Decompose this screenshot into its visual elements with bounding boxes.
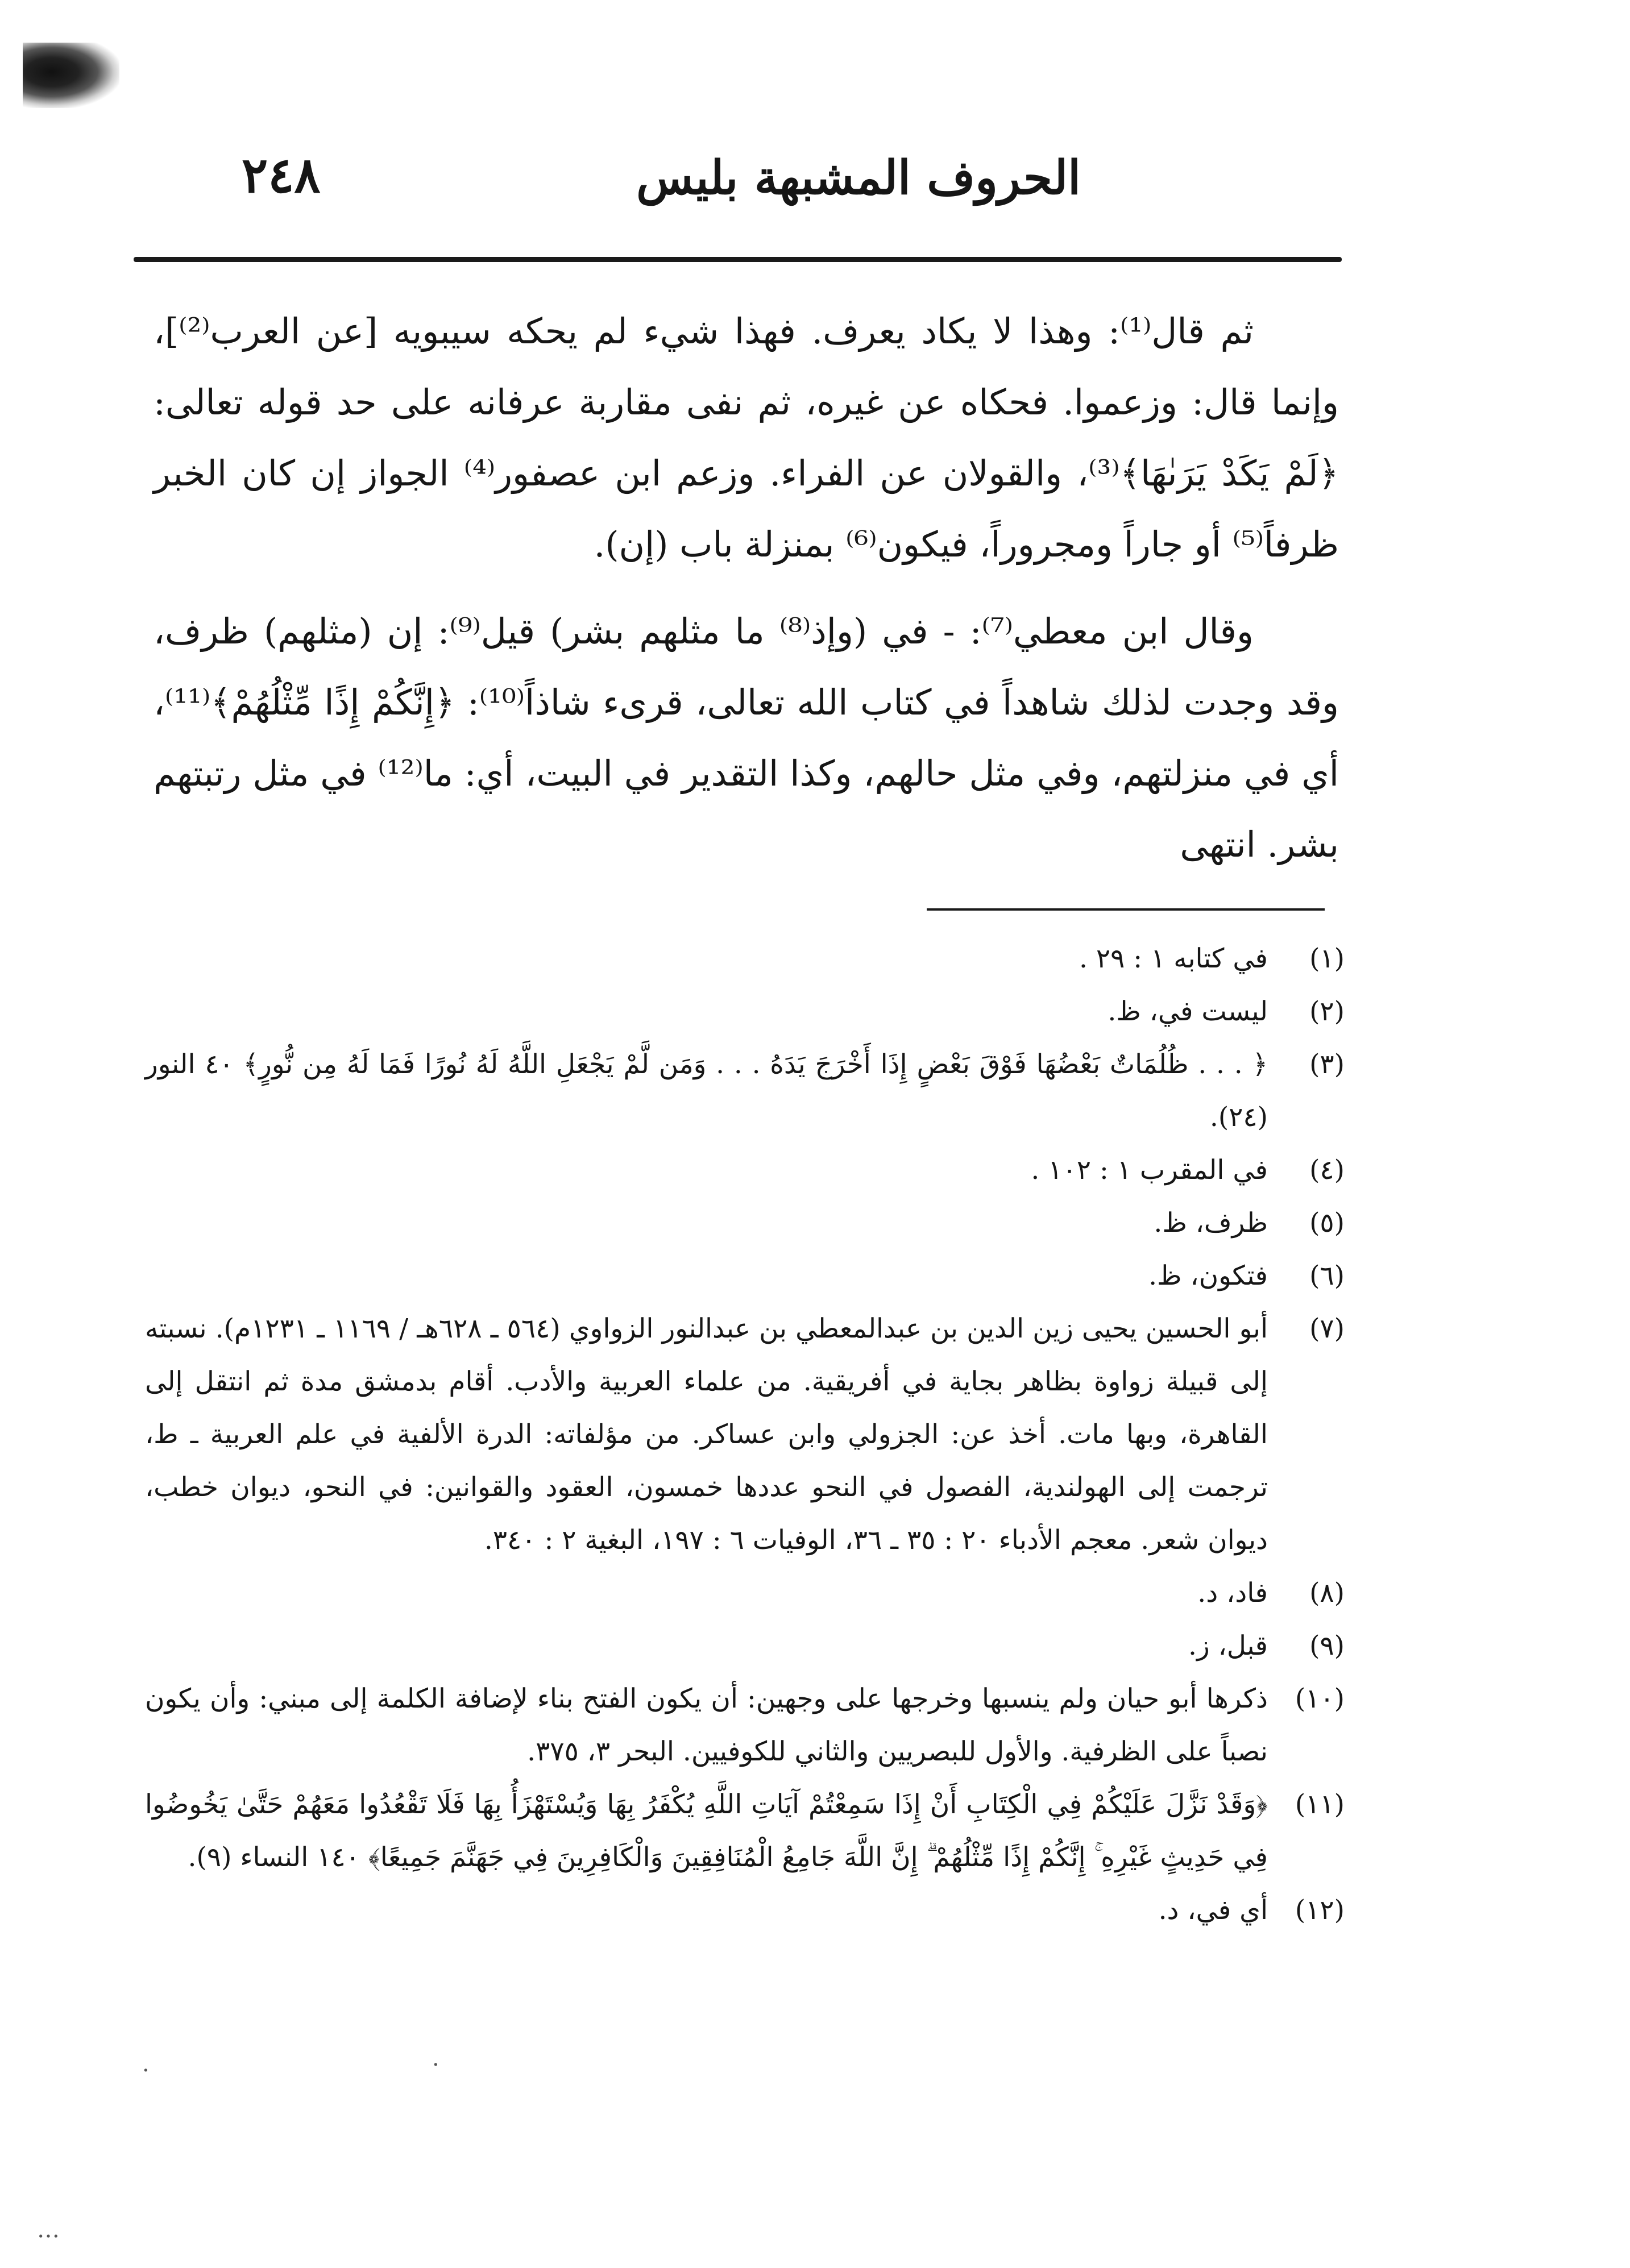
footnote-number: (٣) (1309, 1049, 1345, 1080)
footnote (145, 1197, 1345, 1249)
footnote (145, 1778, 1345, 1884)
scan-speck: · (142, 2058, 150, 2084)
running-title: الحروف المشبهة بليس (636, 151, 1081, 205)
body-paragraph-2: وقال ابن معطي⁽⁷⁾: - في (وإذ⁽⁸⁾ ما مثلهم بشر) قيل⁽⁹⁾: إن (مثلهم) ظرف، وقد وجدت لذلك شاهداً في كتاب الله تعالى، قرىء شاذاً⁽¹⁰⁾: ﴿إِنَّكُمْ إِذًا مِّثْلُهُمْ﴾⁽¹¹⁾، أي في منزلتهم، وفي مثل حالهم، وكذا التقدير في البيت، أي: ما⁽¹²⁾ في مثل رتبتهم بشر. انتهى (154, 610, 1339, 865)
footnote (145, 1619, 1345, 1672)
footnote-number: (١) (1309, 943, 1345, 974)
footnote (145, 1144, 1345, 1197)
footnote-number: (٤) (1309, 1154, 1345, 1186)
footnote-number: (٦) (1309, 1260, 1345, 1291)
footnote-text: في كتابه ١ : ٢٩ . (1079, 943, 1268, 974)
footnotes (145, 932, 1345, 1937)
scan-corner-mark (23, 43, 119, 108)
footnote-number: (١٠) (1295, 1683, 1345, 1714)
header-rule (134, 257, 1342, 262)
footnote-number: (٥) (1309, 1207, 1345, 1239)
footnote-number: (٨) (1309, 1577, 1345, 1609)
footnote (145, 932, 1345, 985)
footnote-number: (٢) (1309, 996, 1345, 1027)
footnote (145, 1884, 1345, 1937)
footnote (145, 1249, 1345, 1302)
footnote-text: أبو الحسين يحيى زين الدين بن عبدالمعطي بن عبدالنور الزواوي (٥٦٤ ـ ٦٢٨هـ / ١١٦٩ ـ ١٢٣١م). نسبته إلى قبيلة زواوة بظاهر بجاية في أفريقية. من علماء العربية والأدب. أقام بدمشق مدة ثم انتقل إلى القاهرة، وبها مات. أخذ عن: الجزولي وابن عساكر. من مؤلفاته: الدرة الألفية في علم العربية ـ ط، ترجمت إلى الهولندية، الفصول في النحو عددها خمسون، العقود والقوانين: في النحو، ديوان خطب، ديوان شعر. معجم الأدباء ٢٠ : ٣٥ ـ ٣٦، الوفيات ٦ : ١٩٧، البغية ٢ : ٣٤٠. (145, 1313, 1268, 1556)
footnote-rule (927, 908, 1325, 911)
footnote-text: فاد، د. (1197, 1577, 1268, 1609)
footnote-number: (١١) (1295, 1789, 1345, 1820)
footnote (145, 1567, 1345, 1619)
main-text (154, 296, 1339, 880)
scan-speck: · (432, 2052, 439, 2078)
footnote-text: ﴿ . . . ظُلُمَاتٌ بَعْضُهَا فَوْقَ بَعْضٍ إِذَا أَخْرَجَ يَدَهُ . . . وَمَن لَّمْ يَجْعَلِ اللَّهُ لَهُ نُورًا فَمَا لَهُ مِن نُّورٍ﴾ ٤٠ النور (٢٤). (145, 1049, 1268, 1133)
footnote-number: (٧) (1309, 1313, 1345, 1344)
body-paragraph-1: ثم قال⁽¹⁾: وهذا لا يكاد يعرف. فهذا شيء لم يحكه سيبويه [عن العرب⁽²⁾]، وإنما قال: وزعموا. فحكاه عن غيره، ثم نفى مقاربة عرفانه على حد قوله تعالى: ﴿لَمْ يَكَدْ يَرَىٰهَا﴾⁽³⁾، والقولان عن الفراء. وزعم ابن عصفور⁽⁴⁾ الجواز إن كان الخبر ظرفاً⁽⁵⁾ أو جاراً ومجروراً، فيكون⁽⁶⁾ بمنزلة باب (إن). (154, 310, 1339, 565)
page-number: ٢٤٨ (242, 147, 321, 204)
footnote-text: ﴿وَقَدْ نَزَّلَ عَلَيْكُمْ فِي الْكِتَابِ أَنْ إِذَا سَمِعْتُمْ آيَاتِ اللَّهِ يُكْفَرُ بِهَا وَيُسْتَهْزَأُ بِهَا فَلَا تَقْعُدُوا مَعَهُمْ حَتَّىٰ يَخُوضُوا فِي حَدِيثٍ غَيْرِهِ ۚ إِنَّكُمْ إِذًا مِّثْلُهُمْ ۗ إِنَّ اللَّهَ جَامِعُ الْمُنَافِقِينَ وَالْكَافِرِينَ فِي جَهَنَّمَ جَمِيعًا﴾ ١٤٠ النساء (٩). (145, 1789, 1268, 1873)
footnote (145, 1672, 1345, 1778)
footnote-text: ليست في، ظ. (1108, 996, 1268, 1027)
footnote-text: قبل، ز. (1188, 1630, 1268, 1661)
footnote-text: ذكرها أبو حيان ولم ينسبها وخرجها على وجهين: أن يكون الفتح بناء لإضافة الكلمة إلى مبني: وأن يكون نصباً على الظرفية. والأول للبصريين والثاني للكوفيين. البحر ٣، ٣٧٥. (145, 1683, 1268, 1767)
footnote-text: في المقرب ١ : ١٠٢ . (1031, 1154, 1268, 1186)
footnote-number: (٩) (1309, 1630, 1345, 1661)
footnote-text: فتكون، ظ. (1148, 1260, 1268, 1291)
footnote-number: (١٢) (1295, 1895, 1345, 1926)
footnote (145, 985, 1345, 1038)
scan-speck: … (37, 2217, 60, 2243)
footnote-text: أي في، د. (1158, 1895, 1268, 1926)
footnote (145, 1038, 1345, 1144)
footnote (145, 1302, 1345, 1567)
footnote-text: ظرف، ظ. (1154, 1207, 1268, 1239)
